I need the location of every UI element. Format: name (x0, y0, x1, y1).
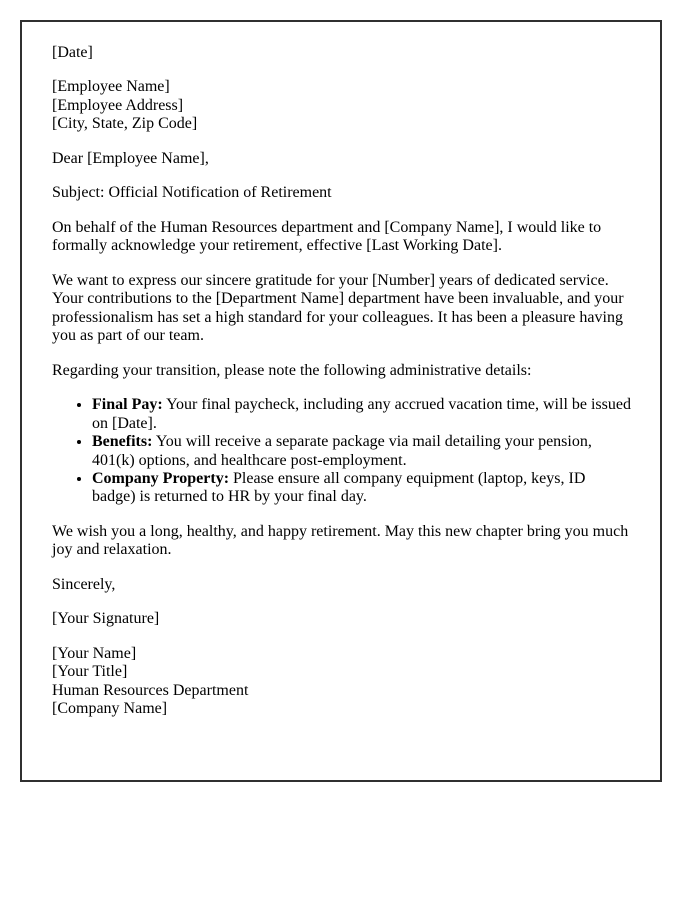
signature-block (52, 645, 631, 719)
benefits-label: Benefits: (92, 433, 153, 451)
final-pay-text: Your final paycheck, including any accrued vacation time, will be issued on [Date]. (92, 396, 631, 432)
paragraph-gratitude: We want to express our sincere gratitude for your [Number] years of dedicated service. Your contributions to the [Department Name] department have been invaluable, and your professionalism has set a high standard for your colleagues. It has been a pleasure having you as part of our team. (52, 271, 624, 345)
list-item-final-pay (92, 396, 631, 433)
recipient-address-block (52, 78, 631, 133)
administrative-details-list (52, 396, 631, 507)
recipient-name: [Employee Name] (52, 78, 170, 96)
salutation: Dear [Employee Name], (52, 149, 209, 167)
recipient-address: [Employee Address] (52, 96, 184, 114)
company-property-label: Company Property: (92, 469, 230, 487)
benefits-text: You will receive a separate package via mail detailing your pension, 401(k) options, and healthcare post-employment. (92, 433, 592, 469)
paragraph-intro: On behalf of the Human Resources department and [Company Name], I would like to formally acknowledge your retirement, effective [Last Working Date]. (52, 218, 602, 255)
letter-frame (20, 20, 662, 782)
sender-title: [Your Title] (52, 663, 128, 681)
final-pay-label: Final Pay: (92, 396, 163, 414)
sender-department: Human Resources Department (52, 681, 249, 699)
sender-name: [Your Name] (52, 644, 137, 662)
list-item-company-property (92, 470, 631, 507)
paragraph-transition-intro: Regarding your transition, please note the following administrative details: (52, 361, 532, 379)
subject-line: Subject: Official Notification of Retirement (52, 184, 332, 202)
company-property-text: Please ensure all company equipment (laptop, keys, ID badge) is returned to HR by your final day. (92, 469, 586, 506)
letter-date: [Date] (52, 44, 93, 61)
signature-placeholder: [Your Signature] (52, 610, 160, 628)
recipient-city-state-zip: [City, State, Zip Code] (52, 115, 198, 133)
list-item-benefits (92, 433, 631, 470)
sign-off: Sincerely, (52, 575, 116, 593)
paragraph-closing-wish: We wish you a long, healthy, and happy retirement. May this new chapter bring you much joy and relaxation. (52, 522, 629, 559)
sender-company: [Company Name] (52, 700, 168, 718)
